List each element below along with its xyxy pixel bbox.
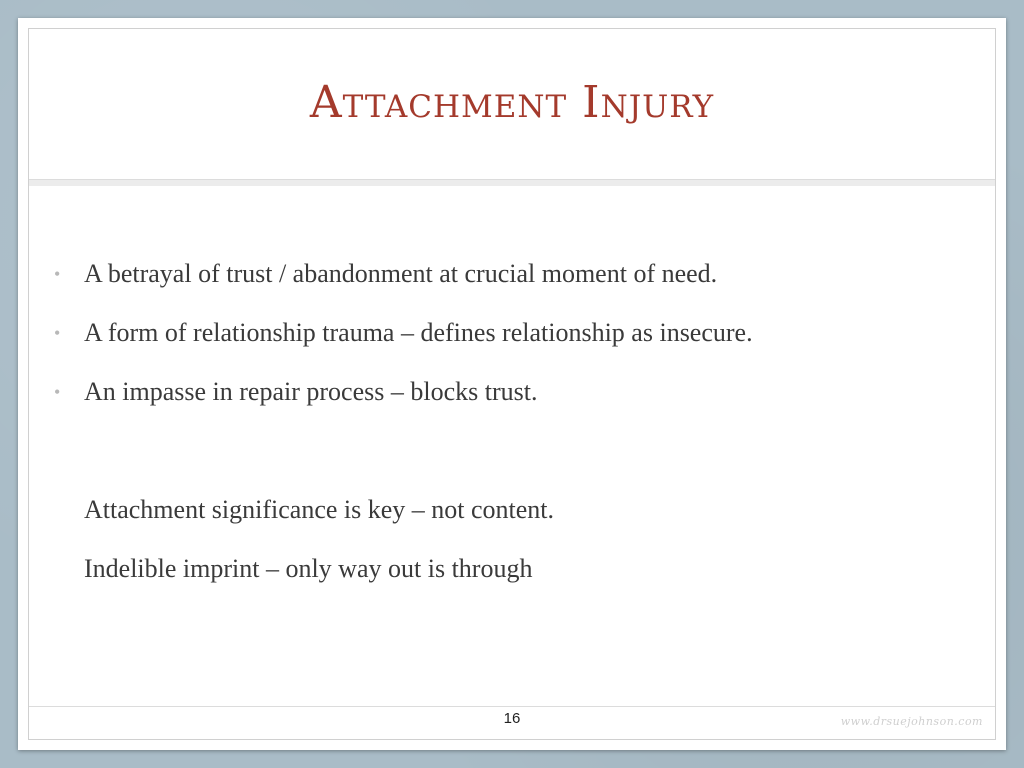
bullet-icon: •	[54, 323, 61, 343]
bullet-item	[29, 259, 995, 318]
bullet-text: A form of relationship trauma – defines relationship as insecure.	[84, 318, 753, 347]
slide-footer	[29, 706, 995, 739]
slide-title: Attachment Injury	[309, 77, 715, 128]
bullet-icon: •	[54, 382, 61, 402]
title-area	[29, 29, 995, 180]
slide	[18, 18, 1006, 750]
bullet-text: A betrayal of trust / abandonment at crucial moment of need.	[84, 259, 718, 288]
title-divider	[29, 180, 995, 186]
bullet-item	[29, 377, 995, 436]
bullet-icon: •	[54, 264, 61, 284]
page-number: 16	[503, 710, 521, 727]
bullet-item	[29, 318, 995, 377]
paragraph-indelible-imprint: Indelible imprint – only way out is through	[84, 554, 533, 583]
bullet-text: An impasse in repair process – blocks trust.	[84, 377, 538, 406]
paragraph-attachment-significance: Attachment significance is key – not content.	[84, 495, 555, 524]
watermark: www.drsuejohnson.com	[840, 715, 983, 728]
bullet-list	[29, 259, 995, 436]
slide-frame	[28, 28, 996, 740]
